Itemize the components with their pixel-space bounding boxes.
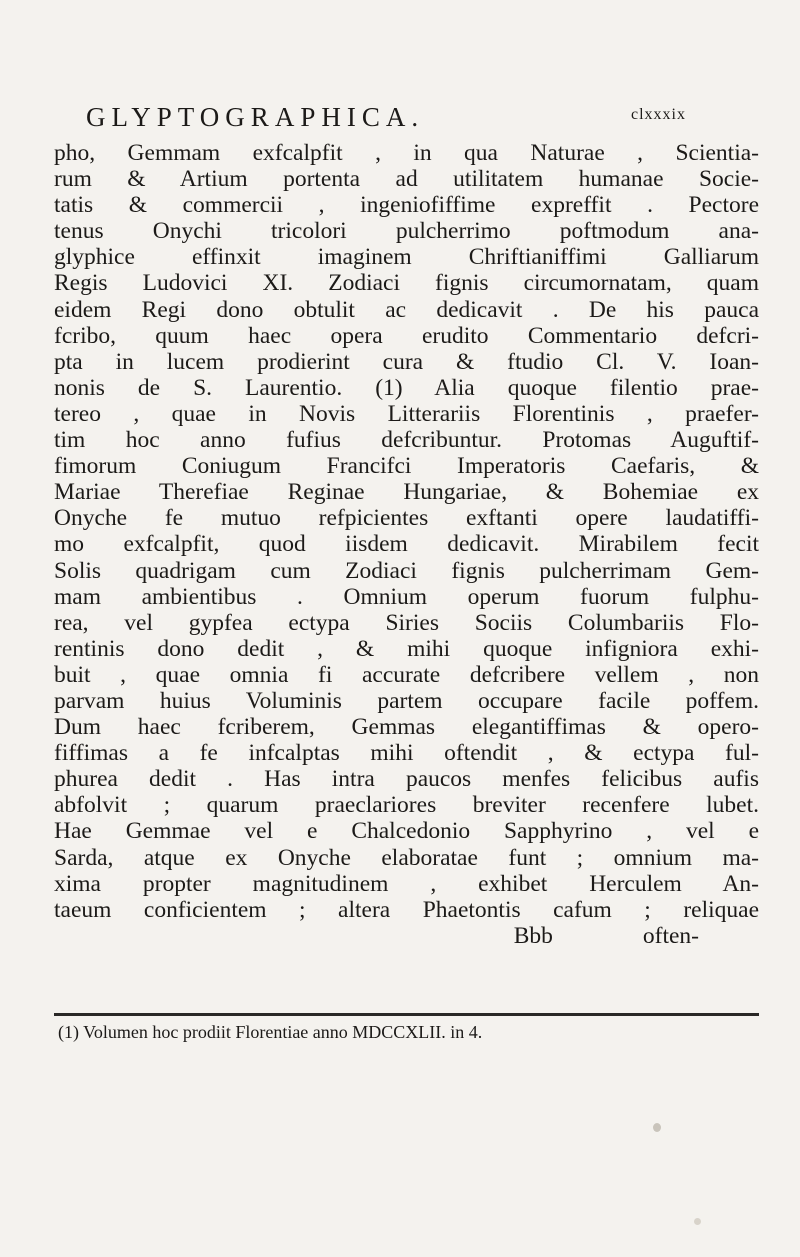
text-line: tim hoc anno fufius defcribuntur. Protomas Auguftif- — [54, 427, 759, 454]
text-line: pta in lucem prodierint cura & ftudio Cl. V. Ioan- — [54, 348, 759, 375]
text-line: Sarda, atque ex Onyche elaboratae funt ; omnium ma- — [54, 844, 759, 871]
signature-line — [54, 923, 759, 949]
text-line: pho, Gemmam exfcalpfit , in qua Naturae , Scientia- — [54, 140, 759, 166]
paper-speck — [653, 1123, 661, 1132]
footnote: (1) Volumen hoc prodiit Florentiae anno MDCCXLII. in 4. — [58, 1022, 483, 1042]
text-line: nonis de S. Laurentio. (1) Alia quoque filentio prae- — [54, 374, 759, 401]
text-line: Mariae Therefiae Reginae Hungariae, & Bohemiae ex — [54, 479, 759, 506]
folio-number: clxxxix — [631, 106, 686, 123]
text-line: tatis & commercii , ingeniofiffime expreffit . Pectore — [54, 192, 759, 219]
text-line: rentinis dono dedit , & mihi quoque infigniora exhi- — [54, 635, 759, 662]
text-line: mo exfcalpfit, quod iisdem dedicavit. Mirabilem fecit — [54, 531, 759, 558]
text-line: tereo , quae in Novis Litterariis Florentinis , praefer- — [54, 400, 759, 427]
main-text-block — [54, 140, 759, 949]
signature-mark: Bbb — [513, 922, 553, 949]
text-line: fcribo, quum haec opera erudito Commentario defcri- — [54, 322, 759, 349]
text-line: xima propter magnitudinem , exhibet Herculem An- — [54, 870, 759, 897]
text-line: eidem Regi dono obtulit ac dedicavit . De his pauca — [54, 296, 759, 323]
running-header — [86, 102, 776, 142]
text-line: Solis quadrigam cum Zodiaci fignis pulcherrimam Gem- — [54, 557, 759, 584]
text-line: Dum haec fcriberem, Gemmas elegantiffimas & opero- — [54, 714, 759, 741]
running-title: GLYPTOGRAPHICA. — [86, 102, 425, 132]
text-line: glyphice effinxit imaginem Chriftianiffimi Galliarum — [54, 244, 759, 271]
text-line: parvam huius Voluminis partem occupare facile poffem. — [54, 687, 759, 714]
text-line: fimorum Coniugum Francifci Imperatoris Caefaris, & — [54, 453, 759, 480]
text-line: rea, vel gypfea ectypa Siries Sociis Columbariis Flo- — [54, 609, 759, 636]
paper-speck — [694, 1218, 701, 1225]
text-line: rum & Artium portenta ad utilitatem humanae Socie- — [54, 166, 759, 193]
text-line: tenus Onychi tricolori pulcherrimo poftmodum ana- — [54, 218, 759, 245]
text-line: abfolvit ; quarum praeclariores breviter recenfere lubet. — [54, 792, 759, 819]
text-line: buit , quae omnia fi accurate defcribere vellem , non — [54, 661, 759, 688]
text-line: Regis Ludovici XI. Zodiaci fignis circumornatam, quam — [54, 270, 759, 297]
text-line: Onyche fe mutuo refpicientes exftanti opere laudatiffi- — [54, 505, 759, 532]
footnote-rule — [54, 1013, 759, 1016]
text-line: mam ambientibus . Omnium operum fuorum fulphu- — [54, 583, 759, 610]
text-line: taeum conficientem ; altera Phaetontis cafum ; reliquae — [54, 896, 759, 923]
catchword: often- — [642, 922, 699, 949]
text-line: fiffimas a fe infcalptas mihi oftendit , & ectypa ful- — [54, 740, 759, 767]
text-line: Hae Gemmae vel e Chalcedonio Sapphyrino , vel e — [54, 818, 759, 845]
text-line: phurea dedit . Has intra paucos menfes felicibus aufis — [54, 766, 759, 793]
